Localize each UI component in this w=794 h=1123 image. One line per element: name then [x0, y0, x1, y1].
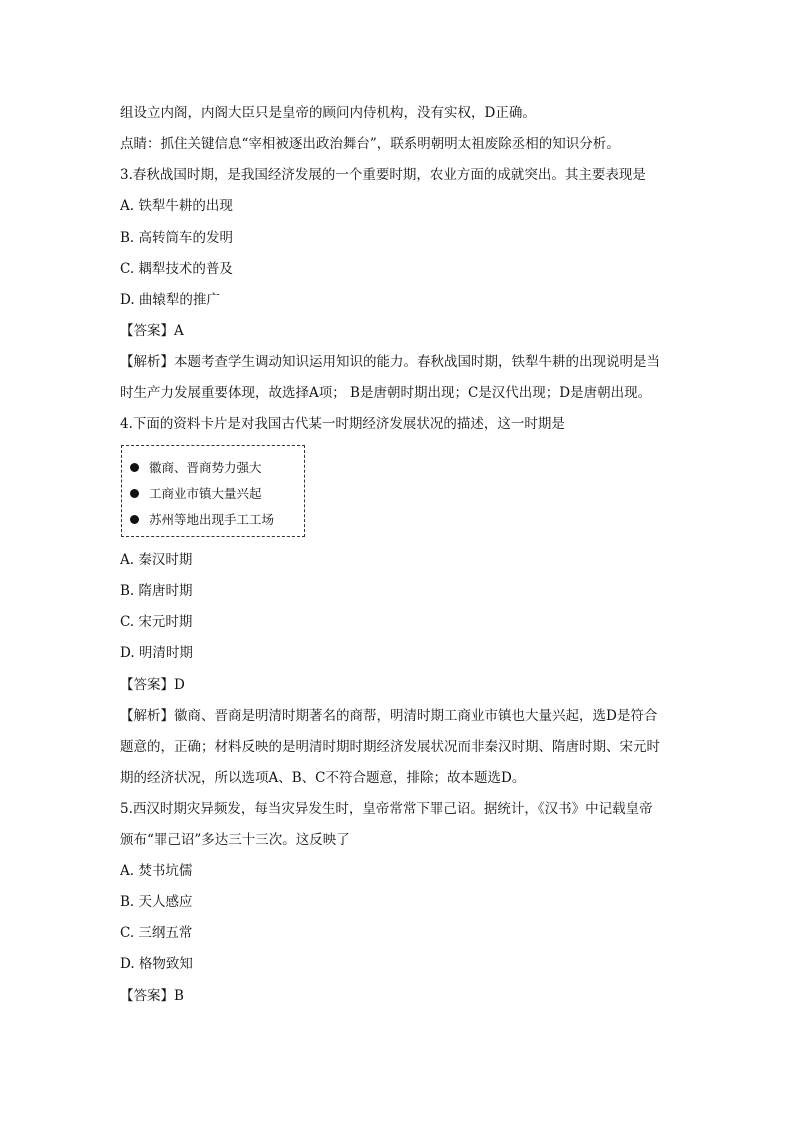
q4-option-d: D. 明清时期: [120, 645, 193, 661]
q4-explanation-line-2: 题意的，正确；材料反映的是明清时期时期经济发展状况而非秦汉时期、隋唐时期、宋元时: [120, 739, 660, 755]
q3-option-d: D. 曲辕犁的推广: [120, 292, 220, 308]
card-item: [122, 480, 304, 506]
bullet-icon: [130, 489, 139, 498]
text-line: 组设立内阁，内阁大臣只是皇帝的顾问内侍机构，没有实权，D正确。: [120, 105, 536, 121]
q5-option-c: C. 三纲五常: [120, 925, 193, 941]
hint-line: 点睛：抓住关键信息“宰相被逐出政治舞台”，联系明朝明太祖废除丞相的知识分析。: [120, 136, 620, 152]
q3-option-c: C. 耦犁技术的普及: [120, 261, 233, 277]
card-item-label: 苏州等地出现手工工场: [149, 512, 275, 527]
q3-explanation-line-2: 时生产力发展重要体现，故选择A项； B是唐朝时期出现；C是汉代出现；D是唐朝出现。: [120, 385, 652, 401]
question-3: 3.春秋战国时期，是我国经济发展的一个重要时期，农业方面的成就突出。其主要表现是: [120, 167, 646, 183]
card-item: [122, 454, 304, 480]
q5-option-a: A. 焚书坑儒: [120, 863, 193, 879]
q3-option-a: A. 铁犁牛耕的出现: [120, 198, 233, 214]
q4-option-c: C. 宋元时期: [120, 614, 193, 630]
card-item: [122, 506, 304, 532]
info-card: [121, 445, 305, 537]
q3-option-b: B. 高转筒车的发明: [120, 230, 234, 246]
card-item-label: 徽商、晋商势力强大: [149, 460, 262, 475]
q5-option-b: B. 天人感应: [120, 894, 193, 910]
bullet-icon: [130, 463, 139, 472]
question-4: 4.下面的资料卡片是对我国古代某一时期经济发展状况的描述，这一时期是: [120, 416, 565, 432]
q4-explanation-line-1: 【解析】徽商、晋商是明清时期著名的商帮，明清时期工商业市镇也大量兴起，选D是符合: [120, 708, 658, 724]
q4-explanation-line-3: 期的经济状况，所以选项A、B、C不符合题意，排除；故本题选D。: [120, 770, 526, 786]
question-5-line-1: 5.西汉时期灾异频发，每当灾异发生时，皇帝常常下罪己诏。据统计，《汉书》中记载皇帝: [120, 801, 653, 817]
q4-answer: 【答案】D: [120, 677, 185, 693]
question-5-line-2: 颁布“罪己诏”多达三十三次。这反映了: [120, 832, 350, 848]
q3-answer: 【答案】A: [120, 323, 184, 339]
q3-explanation-line-1: 【解析】本题考查学生调动知识运用知识的能力。春秋战国时期，铁犁牛耕的出现说明是当: [120, 354, 660, 370]
q4-option-b: B. 隋唐时期: [120, 583, 193, 599]
q4-option-a: A. 秦汉时期: [120, 552, 193, 568]
q5-answer: 【答案】B: [120, 988, 184, 1004]
card-item-label: 工商业市镇大量兴起: [149, 486, 262, 501]
bullet-icon: [130, 515, 139, 524]
q5-option-d: D. 格物致知: [120, 956, 193, 972]
